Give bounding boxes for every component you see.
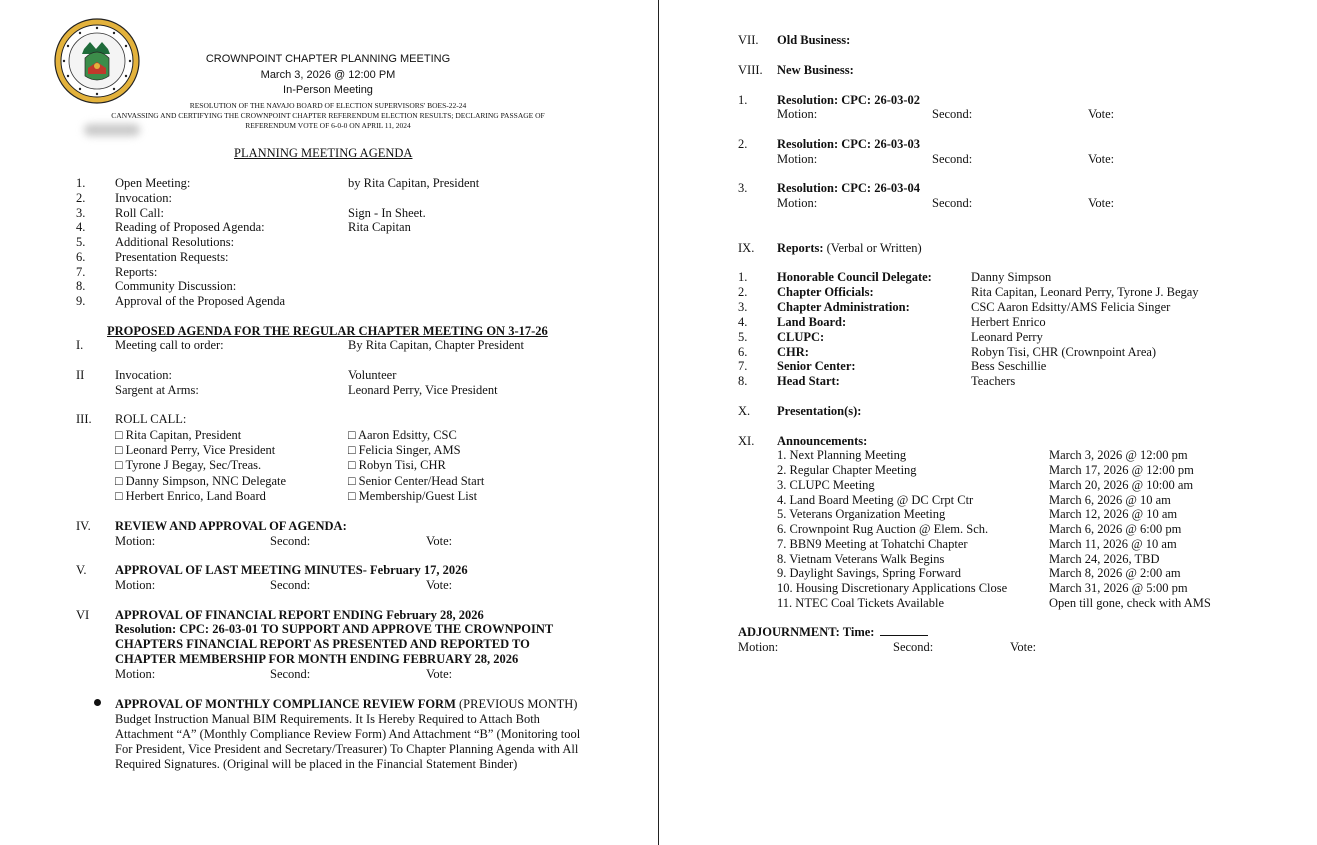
- announcement-date: March 11, 2026 @ 10 am: [1049, 537, 1177, 551]
- time-blank[interactable]: [880, 625, 928, 636]
- announcement-date: March 3, 2026 @ 12:00 pm: [1049, 448, 1188, 462]
- section-number: IX.: [738, 241, 755, 255]
- item-number: 5.: [76, 235, 86, 249]
- financial-resolution: CHAPTER MEMBERSHIP FOR MONTH ENDING FEBRUARY 28, 2026: [115, 652, 519, 666]
- section-title: Presentation(s):: [777, 404, 862, 418]
- announcement-date: March 31, 2026 @ 5:00 pm: [1049, 581, 1188, 595]
- section-label: Invocation:: [115, 368, 172, 382]
- announcement-label: 2. Regular Chapter Meeting: [777, 463, 917, 477]
- item-label: Invocation:: [115, 191, 172, 205]
- item-value: Sign - In Sheet.: [348, 206, 426, 220]
- resolution-line: REFERENDUM VOTE OF 6-0-0 ON APRIL 11, 2024: [245, 121, 411, 130]
- resolution-title: Resolution: CPC: 26-03-03: [777, 137, 921, 151]
- section-number: XI.: [738, 434, 755, 448]
- report-value: Danny Simpson: [971, 270, 1052, 284]
- report-value: Leonard Perry: [971, 330, 1043, 344]
- report-value: CSC Aaron Edsitty/AMS Felicia Singer: [971, 300, 1171, 314]
- resolution-line: CANVASSING AND CERTIFYING THE CROWNPOINT CHAPTER REFERENDUM ELECTION RESULTS; DECLARING PASSAGE OF: [111, 111, 545, 120]
- announcement-date: March 8, 2026 @ 2:00 am: [1049, 566, 1181, 580]
- announcement-date: March 24, 2026, TBD: [1049, 552, 1160, 566]
- item-label: Reports:: [115, 265, 158, 279]
- resolution-title: Resolution: CPC: 26-03-02: [777, 93, 921, 107]
- roll-call-entry: □ Membership/Guest List: [348, 489, 478, 503]
- vote-label: Vote:: [426, 578, 453, 592]
- announcement-label: 10. Housing Discretionary Applications Close: [777, 581, 1008, 595]
- section-title: Announcements:: [777, 434, 868, 448]
- item-number: 7.: [76, 265, 86, 279]
- report-number: 5.: [738, 330, 748, 344]
- roll-call-entry: □ Robyn Tisi, CHR: [348, 458, 446, 472]
- report-label: Head Start:: [777, 374, 840, 388]
- compliance-text: (PREVIOUS MONTH) Budget Instruction Manual BIM Requirements. It Is Hereby Required to Attach Both Attachment “A” (Monthly Compliance Review Form) And Attachment “B” (Monitoring tool For President, Vice President and Secretary/Treasurer) To Chapter Planning Agenda with All Required Signatures. (Original will be placed in the Financial Statement Binder): [115, 697, 581, 771]
- item-label: Approval of the Proposed Agenda: [115, 294, 286, 308]
- report-value: Herbert Enrico: [971, 315, 1046, 329]
- motion-label: Motion:: [777, 107, 818, 121]
- roll-call-entry: □ Tyrone J Begay, Sec/Treas.: [115, 458, 262, 472]
- roll-call-entry: □ Danny Simpson, NNC Delegate: [115, 474, 287, 488]
- compliance-paragraph: [115, 697, 583, 772]
- roll-call-entry: □ Felicia Singer, AMS: [348, 443, 461, 457]
- second-label: Second:: [932, 107, 973, 121]
- item-number: 2.: [76, 191, 86, 205]
- item-label: Reading of Proposed Agenda:: [115, 220, 265, 234]
- section-label: Meeting call to order:: [115, 338, 224, 352]
- section-number: VIII.: [738, 63, 763, 77]
- reports-suffix: (Verbal or Written): [823, 241, 922, 255]
- report-label: Land Board:: [777, 315, 847, 329]
- section-title: New Business:: [777, 63, 854, 77]
- announcement-label: 11. NTEC Coal Tickets Available: [777, 596, 945, 610]
- vote-label: Vote:: [1088, 107, 1115, 121]
- financial-resolution: Resolution: CPC: 26-03-01 TO SUPPORT AND APPROVE THE CROWNPOINT: [115, 622, 554, 636]
- second-label: Second:: [270, 578, 311, 592]
- item-number: 9.: [76, 294, 86, 308]
- vote-label: Vote:: [426, 534, 453, 548]
- section-value: By Rita Capitan, Chapter President: [348, 338, 525, 352]
- second-label: Second:: [932, 196, 973, 210]
- announcement-label: 1. Next Planning Meeting: [777, 448, 907, 462]
- report-number: 6.: [738, 345, 748, 359]
- adjournment-line: [738, 625, 928, 640]
- report-value: Teachers: [971, 374, 1016, 388]
- announcement-date: Open till gone, check with AMS: [1049, 596, 1211, 610]
- compliance-title: APPROVAL OF MONTHLY COMPLIANCE REVIEW FORM: [115, 697, 456, 711]
- roll-call-entry: □ Herbert Enrico, Land Board: [115, 489, 266, 503]
- page-divider: [658, 0, 659, 845]
- report-label: Honorable Council Delegate:: [777, 270, 932, 284]
- report-value: Rita Capitan, Leonard Perry, Tyrone J. Begay: [971, 285, 1199, 299]
- report-value: Bess Seschillie: [971, 359, 1047, 373]
- announcement-label: 6. Crownpoint Rug Auction @ Elem. Sch.: [777, 522, 989, 536]
- section-title: REVIEW AND APPROVAL OF AGENDA:: [115, 519, 347, 533]
- section-title: APPROVAL OF LAST MEETING MINUTES- February 17, 2026: [115, 563, 468, 577]
- report-label: Chapter Officials:: [777, 285, 874, 299]
- item-label: Roll Call:: [115, 206, 164, 220]
- item-label: Open Meeting:: [115, 176, 191, 190]
- report-number: 8.: [738, 374, 748, 388]
- roll-call-entry: □ Rita Capitan, President: [115, 428, 242, 442]
- section-number: X.: [738, 404, 751, 418]
- item-number: 3.: [76, 206, 86, 220]
- motion-label: Motion:: [115, 578, 156, 592]
- report-label: Chapter Administration:: [777, 300, 910, 314]
- second-label: Second:: [270, 534, 311, 548]
- item-value: by Rita Capitan, President: [348, 176, 480, 190]
- item-number: 8.: [76, 279, 86, 293]
- planning-agenda-heading: PLANNING MEETING AGENDA: [234, 146, 413, 160]
- announcement-date: March 12, 2026 @ 10 am: [1049, 507, 1178, 521]
- section-value: Leonard Perry, Vice President: [348, 383, 498, 397]
- section-number: VII.: [738, 33, 759, 47]
- resolution-number: 2.: [738, 137, 748, 151]
- report-number: 3.: [738, 300, 748, 314]
- section-value: Volunteer: [348, 368, 397, 382]
- item-number: 4.: [76, 220, 86, 234]
- second-label: Second:: [893, 640, 934, 654]
- vote-label: Vote:: [1088, 152, 1115, 166]
- report-number: 7.: [738, 359, 748, 373]
- financial-title: APPROVAL OF FINANCIAL REPORT ENDING February 28, 2026: [115, 608, 484, 622]
- motion-label: Motion:: [777, 196, 818, 210]
- item-label: Additional Resolutions:: [115, 235, 235, 249]
- report-value: Robyn Tisi, CHR (Crownpoint Area): [971, 345, 1157, 359]
- report-number: 1.: [738, 270, 748, 284]
- roll-call-entry: □ Senior Center/Head Start: [348, 474, 485, 488]
- report-label: Senior Center:: [777, 359, 856, 373]
- announcement-date: March 6, 2026 @ 10 am: [1049, 493, 1171, 507]
- roll-call-entry: □ Aaron Edsitty, CSC: [348, 428, 457, 442]
- section-number: IV.: [76, 519, 91, 533]
- item-number: 1.: [76, 176, 86, 190]
- vote-label: Vote:: [426, 667, 453, 681]
- motion-label: Motion:: [115, 667, 156, 681]
- announcement-date: March 17, 2026 @ 12:00 pm: [1049, 463, 1194, 477]
- section-number: III.: [76, 412, 92, 426]
- announcement-label: 9. Daylight Savings, Spring Forward: [777, 566, 962, 580]
- announcement-date: March 20, 2026 @ 10:00 am: [1049, 478, 1194, 492]
- item-label: Community Discussion:: [115, 279, 237, 293]
- second-label: Second:: [270, 667, 311, 681]
- proposed-agenda-heading: PROPOSED AGENDA FOR THE REGULAR CHAPTER MEETING ON 3-17-26: [107, 324, 548, 338]
- navajo-nation-seal-icon: [54, 18, 140, 104]
- section-title: Old Business:: [777, 33, 851, 47]
- report-number: 2.: [738, 285, 748, 299]
- item-label: Presentation Requests:: [115, 250, 229, 264]
- roll-call-label: ROLL CALL:: [115, 412, 187, 426]
- reports-title: Reports:: [777, 241, 824, 255]
- resolution-line: RESOLUTION OF THE NAVAJO BOARD OF ELECTION SUPERVISORS' BOES-22-24: [189, 101, 467, 110]
- report-label: CHR:: [777, 345, 809, 359]
- bullet-icon: [94, 699, 101, 706]
- section-number: I.: [76, 338, 84, 352]
- motion-label: Motion:: [115, 534, 156, 548]
- report-number: 4.: [738, 315, 748, 329]
- announcement-label: 4. Land Board Meeting @ DC Crpt Ctr: [777, 493, 974, 507]
- adjournment-label: ADJOURNMENT: Time:: [738, 625, 875, 639]
- announcement-label: 7. BBN9 Meeting at Tohatchi Chapter: [777, 537, 968, 551]
- meeting-title: CROWNPOINT CHAPTER PLANNING MEETING: [205, 53, 451, 65]
- resolution-title: Resolution: CPC: 26-03-04: [777, 181, 921, 195]
- redacted-text: [84, 124, 140, 136]
- vote-label: Vote:: [1010, 640, 1037, 654]
- second-label: Second:: [932, 152, 973, 166]
- announcement-label: 3. CLUPC Meeting: [777, 478, 875, 492]
- financial-resolution: CHAPTERS FINANCIAL REPORT AS PRESENTED AND REPORTED TO: [115, 637, 530, 651]
- meeting-type: In-Person Meeting: [283, 84, 373, 96]
- vote-label: Vote:: [1088, 196, 1115, 210]
- motion-label: Motion:: [738, 640, 779, 654]
- report-label: CLUPC:: [777, 330, 825, 344]
- roll-call-entry: □ Leonard Perry, Vice President: [115, 443, 276, 457]
- section-number: VI: [76, 608, 90, 622]
- section-number: V.: [76, 563, 87, 577]
- reports-heading: [777, 241, 922, 256]
- section-number: II: [76, 368, 85, 382]
- meeting-date-time: March 3, 2026 @ 12:00 PM: [260, 69, 396, 81]
- item-value: Rita Capitan: [348, 220, 411, 234]
- announcement-date: March 6, 2026 @ 6:00 pm: [1049, 522, 1182, 536]
- resolution-number: 3.: [738, 181, 748, 195]
- item-number: 6.: [76, 250, 86, 264]
- announcement-label: 5. Veterans Organization Meeting: [777, 507, 946, 521]
- resolution-number: 1.: [738, 93, 748, 107]
- section-label: Sargent at Arms:: [115, 383, 199, 397]
- motion-label: Motion:: [777, 152, 818, 166]
- announcement-label: 8. Vietnam Veterans Walk Begins: [777, 552, 945, 566]
